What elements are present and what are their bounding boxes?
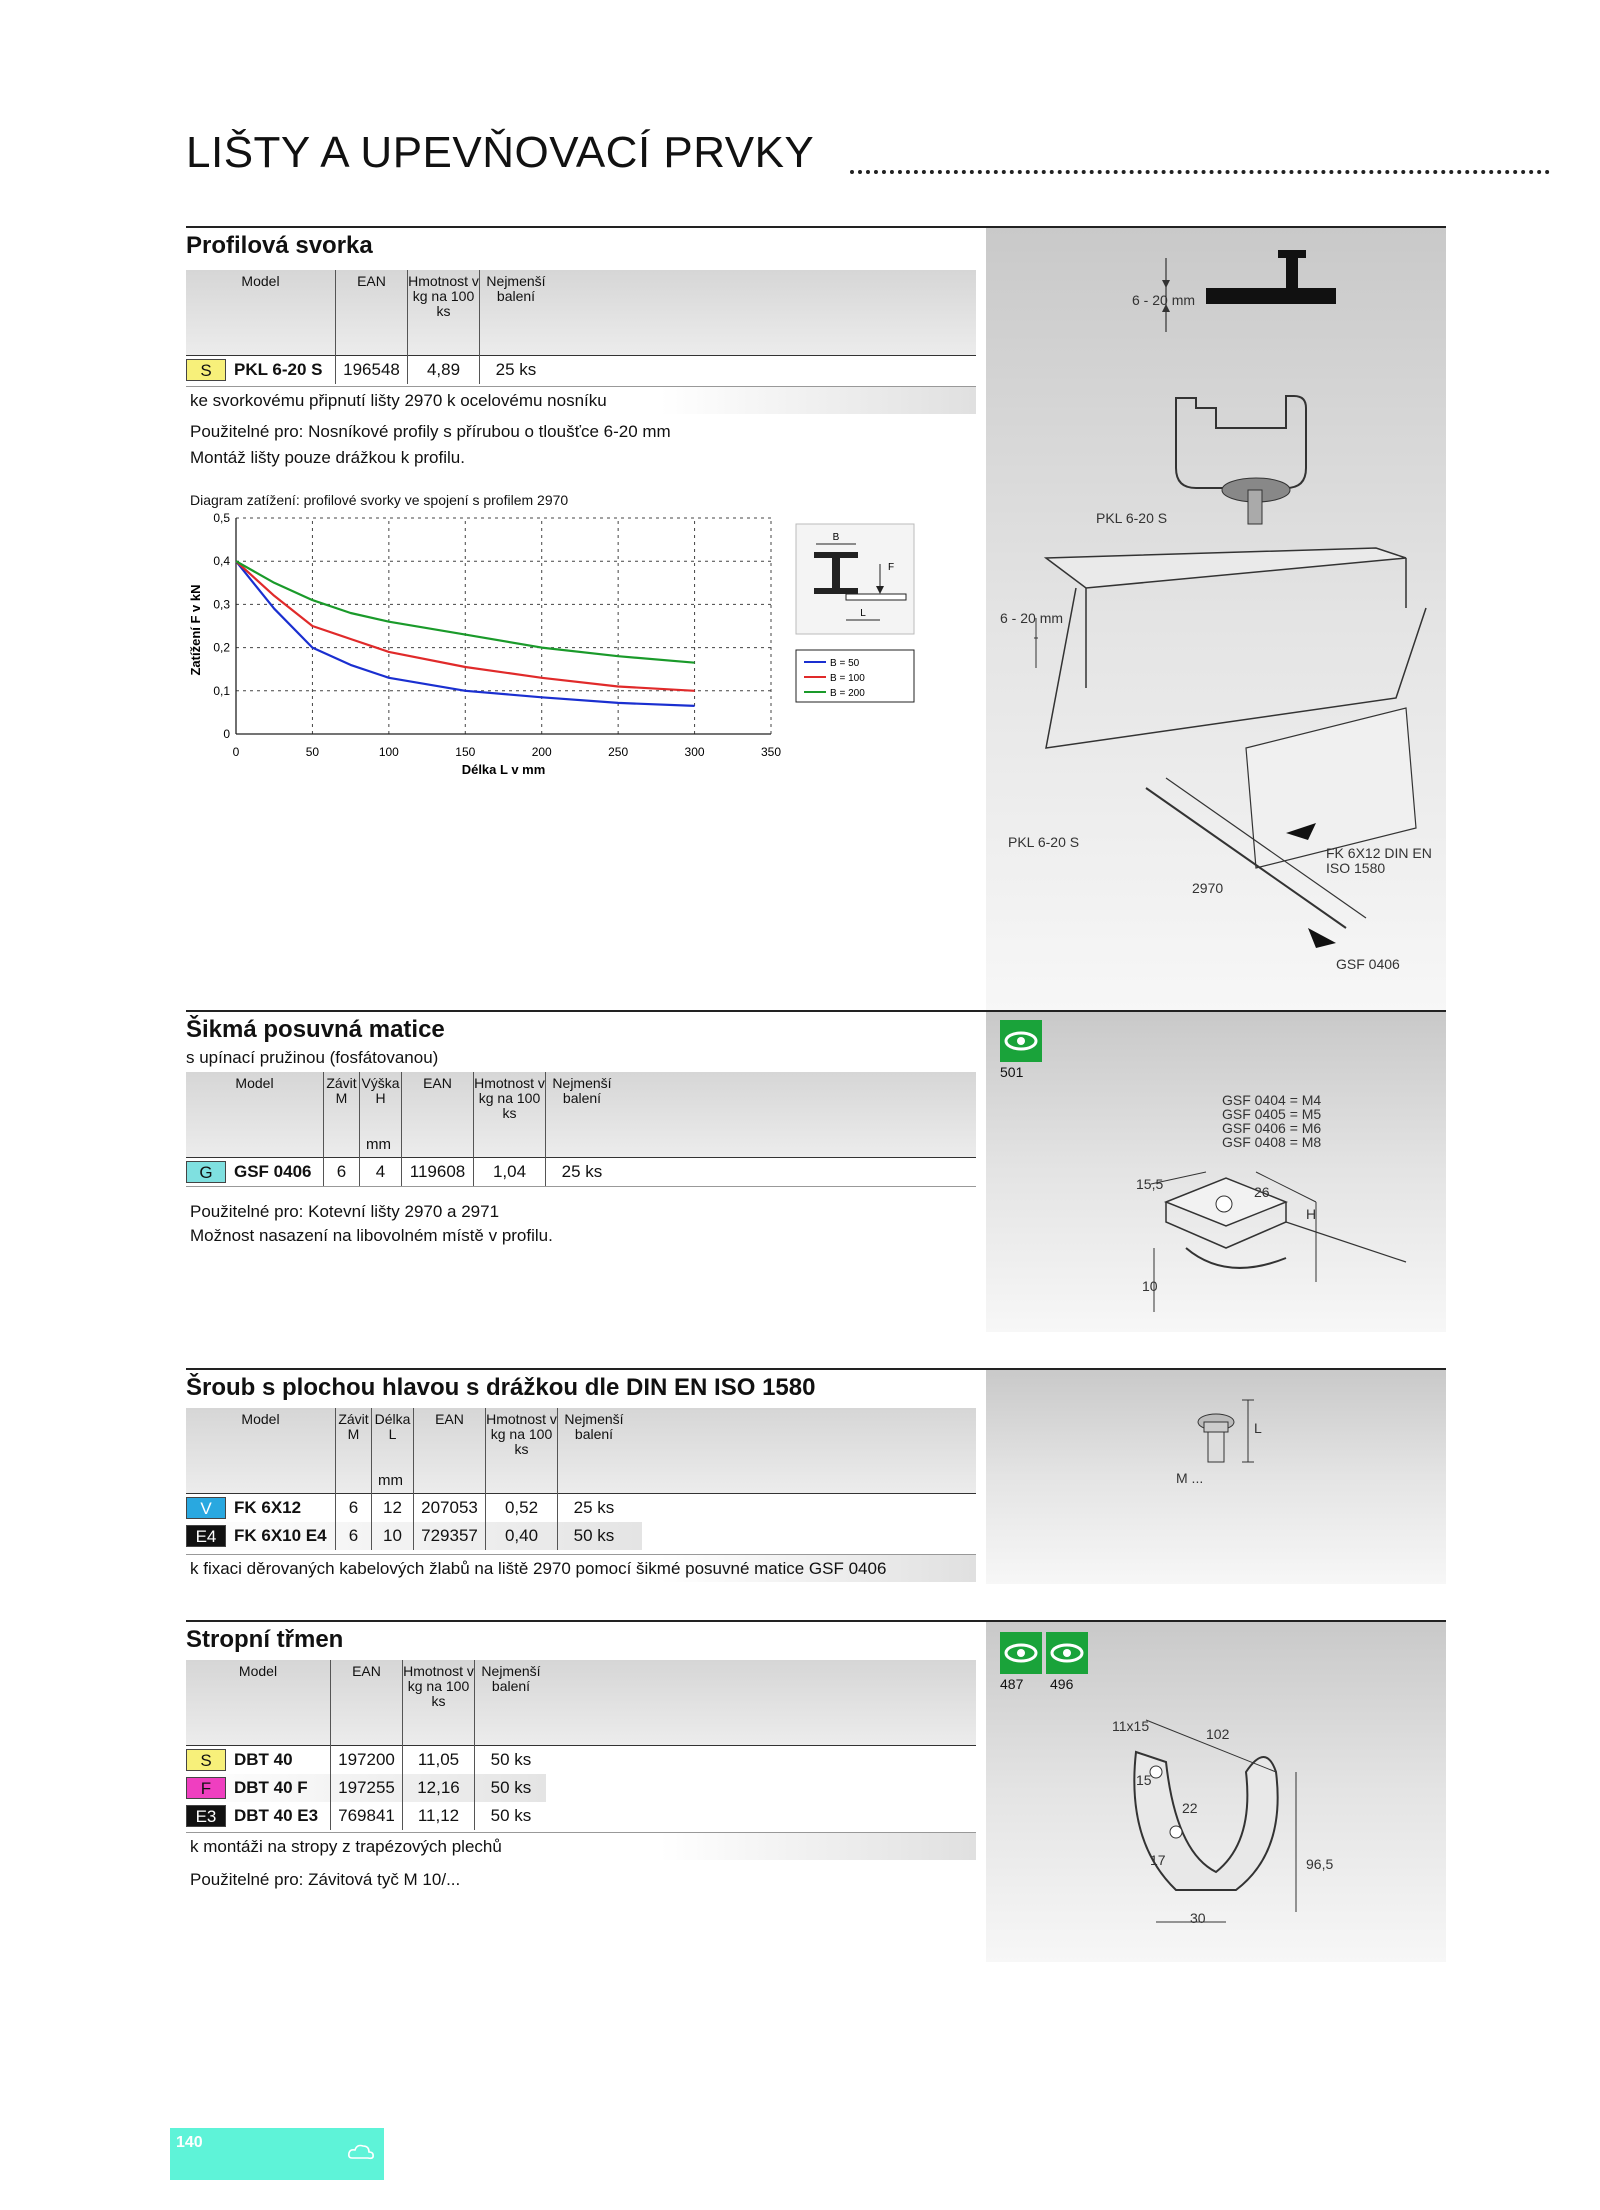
section-sroub (186, 1368, 1446, 1582)
x-tick-label: 150 (455, 745, 476, 759)
beam-flange (1206, 288, 1336, 304)
dim-96-5: 96,5 (1306, 1856, 1334, 1872)
inset-label-b: B (832, 532, 840, 543)
section-sikma-posuvna-matice (186, 1010, 1446, 1330)
clamp2-label: PKL 6-20 S (1008, 834, 1080, 850)
dim2-label: 6 - 20 mm (1000, 610, 1064, 626)
cell-ean: 197255 (331, 1774, 403, 1802)
fk-figure (986, 1370, 1446, 1584)
col-height: Výška H (360, 1072, 402, 1158)
tag-badge: G (186, 1161, 226, 1183)
dim-26: 26 (1254, 1184, 1270, 1200)
y-tick-label: 0,5 (213, 511, 230, 525)
col-weight: Hmotnost v kg na 100 ks (403, 1660, 475, 1746)
cell-model: DBT 40 E3 (226, 1802, 331, 1830)
cell-model: FK 6X12 (226, 1494, 336, 1522)
variant-line-4: GSF 0408 = M8 (1222, 1134, 1322, 1150)
cell-ean: 207053 (414, 1494, 486, 1522)
cell-model: GSF 0406 (226, 1158, 324, 1186)
eye-ref-number: 487 (1000, 1676, 1024, 1692)
legend-entry: B = 100 (830, 673, 865, 684)
title-dotted-leader (850, 170, 1550, 174)
figure-panel-gsf (986, 1012, 1446, 1332)
page-title: LIŠTY A UPEVŇOVACÍ PRVKY (186, 128, 815, 177)
load-chart (186, 510, 966, 790)
cell-weight: 4,89 (408, 356, 480, 384)
rail-label: 2970 (1192, 880, 1224, 896)
usage-text: Použitelné pro: Nosníkové profily s přírubou o tloušťce 6-20 mm (190, 422, 671, 441)
col-pack: Nejmenší balení (486, 273, 546, 304)
cell-length: 12 (372, 1494, 414, 1522)
dim-10: 10 (1142, 1278, 1158, 1294)
col-model: Model (186, 270, 336, 356)
table-header (186, 1072, 976, 1158)
col-pack: Nejmenší balení (564, 1411, 624, 1442)
col-pack: Nejmenší balení (552, 1075, 612, 1106)
col-weight: Hmotnost v kg na 100 ks (486, 1408, 558, 1494)
inset-top-flange (814, 552, 858, 558)
cell-model: PKL 6-20 S (226, 356, 336, 384)
gsf-figure (986, 1012, 1446, 1332)
x-tick-label: 0 (232, 745, 240, 759)
inset-bottom-flange (814, 588, 858, 594)
top-dim-label: 6 - 20 mm (1132, 292, 1196, 308)
cell-ean: 196548 (336, 356, 408, 384)
y-tick-label: 0,2 (213, 640, 230, 655)
cell-weight: 1,04 (474, 1158, 546, 1186)
x-tick-label: 50 (305, 745, 320, 759)
y-tick-label: 0,1 (213, 683, 230, 698)
cell-model: FK 6X10 E4 (226, 1522, 336, 1550)
cell-weight: 0,52 (486, 1494, 558, 1522)
dim-15-5: 15,5 (1136, 1176, 1164, 1192)
cell-ean: 197200 (331, 1746, 403, 1774)
tag-badge: E4 (186, 1525, 226, 1547)
cell-pack: 50 ks (490, 1778, 532, 1797)
inset-rail (846, 594, 906, 600)
col-length: Délka L (372, 1408, 414, 1494)
cell-weight: 11,05 (403, 1746, 475, 1774)
table-header (186, 1660, 976, 1746)
tag-badge: V (186, 1497, 226, 1519)
col-thread: Závit M (324, 1072, 360, 1158)
col-model: Model (186, 1660, 331, 1746)
col-model: Model (186, 1408, 336, 1494)
cell-height: 4 (360, 1158, 402, 1186)
eye-icon[interactable] (1000, 1020, 1042, 1062)
nut-label: GSF 0406 (1336, 956, 1400, 972)
col-thread: Závit M (336, 1408, 372, 1494)
cell-ean: 729357 (414, 1522, 486, 1550)
cell-weight: 11,12 (403, 1802, 475, 1830)
y-tick-label: 0,3 (213, 597, 230, 612)
section-title: Profilová svorka (186, 232, 373, 259)
dim-102: 102 (1206, 1726, 1230, 1742)
cell-model: DBT 40 F (226, 1774, 331, 1802)
usage-text: Použitelné pro: Závitová tyč M 10/... (190, 1870, 461, 1889)
cell-weight: 0,40 (486, 1522, 558, 1550)
legend-entry: B = 200 (830, 688, 865, 699)
table-header (186, 270, 976, 356)
dim-17: 17 (1150, 1852, 1166, 1868)
beam-web-bottom (1278, 250, 1306, 258)
clamp-label: PKL 6-20 S (1096, 510, 1168, 526)
x-tick-label: 200 (531, 745, 552, 759)
cell-weight: 12,16 (403, 1774, 475, 1802)
cell-model: DBT 40 (226, 1746, 331, 1774)
screw-label: FK 6X12 DIN EN ISO 1580 (1326, 845, 1432, 876)
section-title: Šroub s plochou hlavou s drážkou dle DIN EN ISO 1580 (186, 1374, 816, 1401)
tag-badge: S (186, 359, 226, 381)
cell-pack: 50 ks (573, 1526, 615, 1545)
usage-text: Použitelné pro: Kotevní lišty 2970 a 2971 (190, 1202, 500, 1221)
eye-icon[interactable] (1046, 1632, 1088, 1674)
cell-pack: 25 ks (573, 1498, 615, 1517)
eye-icon[interactable] (1000, 1632, 1042, 1674)
x-axis-label: Délka L v mm (461, 762, 546, 777)
usage-text-2: Montáž lišty pouze drážkou k profilu. (190, 448, 465, 467)
col-weight: Hmotnost v kg na 100 ks (474, 1072, 546, 1158)
figure-panel-pkl (986, 228, 1446, 1012)
section-stropni-trmen (186, 1620, 1446, 1960)
cell-thread: 6 (336, 1522, 372, 1550)
tag-badge: S (186, 1749, 226, 1771)
cell-length: 10 (372, 1522, 414, 1550)
tray-drawing (1046, 548, 1406, 588)
x-tick-label: 300 (684, 745, 705, 759)
cell-ean: 769841 (331, 1802, 403, 1830)
y-tick-label: 0,4 (213, 554, 230, 569)
cell-thread: 6 (324, 1158, 360, 1186)
chart-title: Diagram zatížení: profilové svorky ve spojení s profilem 2970 (190, 492, 569, 508)
section-title: Šikmá posuvná matice (186, 1016, 445, 1043)
unit-mm: mm (366, 1136, 391, 1153)
figure-panel-dbt (986, 1622, 1446, 1962)
x-tick-label: 100 (378, 745, 399, 759)
col-model: Model (186, 1072, 324, 1158)
note-line: ke svorkovému připnutí lišty 2970 k ocelovému nosníku (186, 386, 976, 414)
col-ean: EAN (402, 1072, 474, 1158)
tag-badge: E3 (186, 1805, 226, 1827)
table-header (186, 1408, 976, 1494)
dim-11x15: 11x15 (1112, 1718, 1150, 1734)
section-title: Stropní třmen (186, 1626, 344, 1653)
section-profilova-svorka (186, 226, 1446, 1010)
table-row (186, 1522, 642, 1550)
dim-h: H (1306, 1206, 1317, 1222)
figure-panel-fk (986, 1370, 1446, 1584)
dim-30: 30 (1190, 1910, 1206, 1926)
dim-l: L (1254, 1420, 1262, 1436)
variant-line-1: GSF 0404 = M4 (1222, 1092, 1322, 1108)
cell-ean: 119608 (402, 1158, 474, 1186)
usage-text-2: Možnost nasazení na libovolném místě v profilu. (190, 1226, 553, 1245)
dim-15: 15 (1136, 1772, 1152, 1788)
page-number: 140 (176, 2134, 203, 2151)
inset-label-f: F (888, 562, 895, 573)
dim-22: 22 (1182, 1800, 1198, 1816)
cell-thread: 6 (336, 1494, 372, 1522)
dim-m: M ... (1176, 1470, 1204, 1486)
col-ean: EAN (414, 1408, 486, 1494)
y-tick-label: 0 (223, 727, 230, 741)
inset-label-l: L (860, 608, 866, 619)
tag-badge: F (186, 1777, 226, 1799)
note-line: k montáži na stropy z trapézových plechů (186, 1832, 976, 1860)
section-subtitle: s upínací pružinou (fosfátovanou) (186, 1048, 439, 1067)
legend-entry: B = 50 (830, 658, 860, 669)
unit-mm: mm (378, 1472, 403, 1489)
col-pack: Nejmenší balení (481, 1663, 541, 1694)
inset-box (796, 524, 914, 634)
y-axis-label: Zatížení F v kN (188, 584, 203, 676)
col-ean: EAN (331, 1660, 403, 1746)
x-tick-label: 250 (608, 745, 629, 759)
variant-line-3: GSF 0406 = M6 (1222, 1120, 1322, 1136)
col-ean: EAN (336, 270, 408, 356)
x-tick-label: 350 (760, 745, 782, 759)
table-row (186, 1774, 546, 1802)
eye-ref-number: 501 (1000, 1064, 1024, 1080)
cell-pack: 25 ks (495, 360, 537, 379)
cloud-icon (346, 2140, 376, 2164)
variant-line-2: GSF 0405 = M5 (1222, 1106, 1322, 1122)
cell-pack: 25 ks (561, 1162, 603, 1181)
cell-pack: 50 ks (490, 1806, 532, 1825)
cell-pack: 50 ks (490, 1750, 532, 1769)
col-weight: Hmotnost v kg na 100 ks (408, 270, 480, 356)
note-line: k fixaci děrovaných kabelových žlabů na liště 2970 pomocí šikmé posuvné matice GSF 0406 (186, 1554, 976, 1582)
clamp-body (1176, 396, 1306, 488)
eye-ref-number: 496 (1050, 1676, 1074, 1692)
